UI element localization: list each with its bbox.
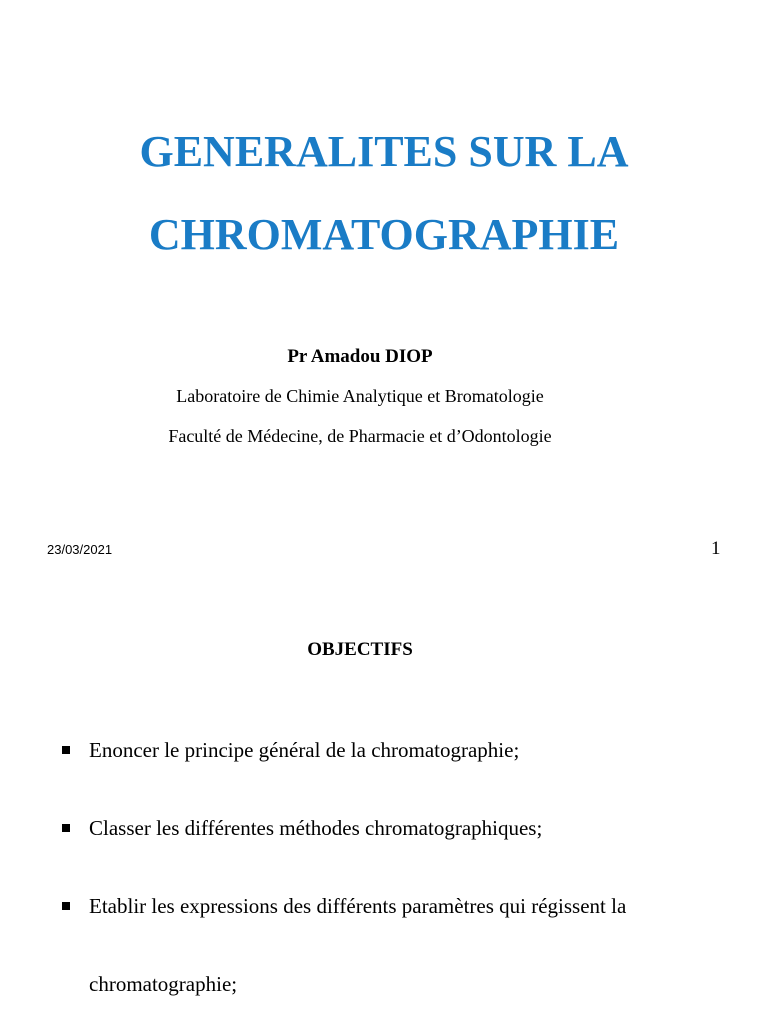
objectives-list: [62, 735, 762, 999]
page-number: 1: [711, 538, 721, 559]
square-bullet-icon: [62, 824, 70, 832]
title-line-2: CHROMATOGRAPHIE: [148, 210, 620, 259]
square-bullet-icon: [62, 746, 70, 754]
objective-item: [62, 813, 762, 843]
objective-text-continuation: chromatographie;: [89, 972, 238, 996]
square-bullet-icon: [62, 902, 70, 910]
slide-date: 23/03/2021: [47, 542, 113, 557]
objective-text: Enoncer le principe général de la chromatographie;: [89, 738, 520, 762]
author-name: Pr Amadou DIOP: [287, 346, 433, 367]
objectives-heading: OBJECTIFS: [307, 639, 413, 660]
objective-item: [62, 891, 762, 999]
laboratory-affiliation: Laboratoire de Chimie Analytique et Bromatologie: [176, 386, 544, 406]
objective-item: [62, 735, 762, 765]
objective-text: Classer les différentes méthodes chromatographiques;: [89, 816, 543, 840]
objective-text: Etablir les expressions des différents paramètres qui régissent la: [89, 894, 627, 918]
faculty-affiliation: Faculté de Médecine, de Pharmacie et d’Odontologie: [168, 426, 552, 446]
title-line-1: GENERALITES SUR LA: [139, 127, 629, 176]
